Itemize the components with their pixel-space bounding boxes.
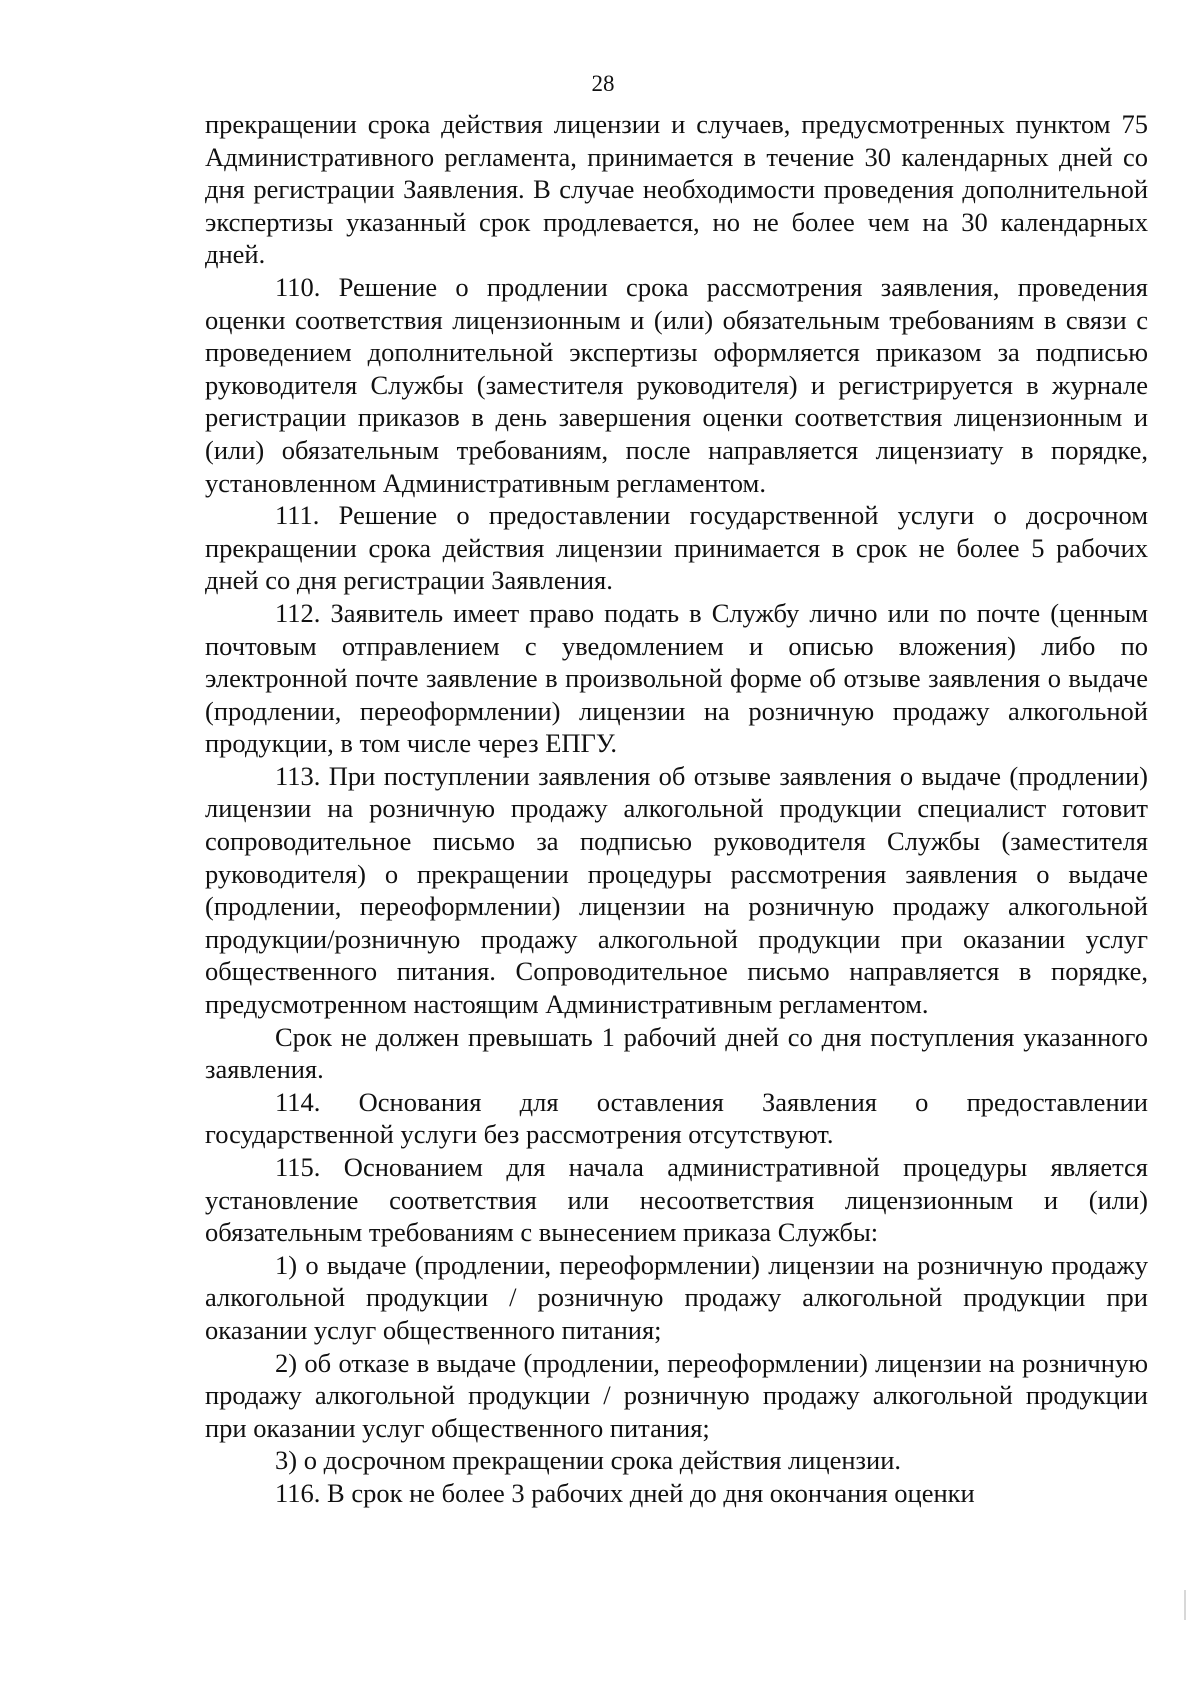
scan-artifact <box>1184 1590 1186 1620</box>
paragraph: прекращении срока действия лицензии и случаев, предусмотренных пунктом 75 Административного регламента, принимается в течение 30 календарных дней со дня регистрации Заявления. В случае необходимости проведения дополнительной экспертизы указанный срок продлевается, но не более чем на 30 календарных дней. <box>205 109 1148 270</box>
page-number: 28 <box>591 71 615 96</box>
paragraph: Срок не должен превышать 1 рабочий дней со дня поступления указанного заявления. <box>205 1021 1148 1085</box>
list-item: 1) о выдаче (продлении, переоформлении) лицензии на розничную продажу алкогольной продукции / розничную продажу алкогольной продукции при оказании услуг общественного питания; <box>205 1249 1148 1345</box>
paragraph: 114. Основания для оставления Заявления о предоставлении государственной услуги без рассмотрения отсутствуют. <box>205 1086 1148 1150</box>
paragraph: 115. Основанием для начала административной процедуры является установление соответствия или несоответствия лицензионным и (или) обязательным требованиям с вынесением приказа Службы: <box>205 1152 1148 1248</box>
body-text <box>205 108 1148 1510</box>
list-item: 3) о досрочном прекращении срока действия лицензии. <box>275 1445 901 1476</box>
paragraph: 110. Решение о продлении срока рассмотрения заявления, проведения оценки соответствия лицензионным и (или) обязательным требованиям в связи с проведением дополнительной экспертизы оформляется приказом за подписью руководителя Службы (заместителя руководителя) и регистрируется в журнале регистрации приказов в день завершения оценки соответствия лицензионным и (или) обязательным требованиям, после направляется лицензиату в порядке, установленном Административным регламентом. <box>205 271 1148 498</box>
paragraph: 116. В срок не более 3 рабочих дней до дня окончания оценки <box>275 1477 975 1508</box>
paragraph: 113. При поступлении заявления об отзыве заявления о выдаче (продлении) лицензии на розничную продажу алкогольной продукции специалист готовит сопроводительное письмо за подписью руководителя Службы (заместителя руководителя) о прекращении процедуры рассмотрения заявления о выдаче (продлении, переоформлении) лицензии на розничную продажу алкогольной продукции/розничную продажу алкогольной продукции при оказании услуг общественного питания. Сопроводительное письмо направляется в порядке, предусмотренном настоящим Административным регламентом. <box>205 760 1148 1020</box>
paragraph: 112. Заявитель имеет право подать в Службу лично или по почте (ценным почтовым отправлением с уведомлением и описью вложения) либо по электронной почте заявление в произвольной форме об отзыве заявления о выдаче (продлении, переоформлении) лицензии на розничную продажу алкогольной продукции, в том числе через ЕПГУ. <box>205 597 1148 759</box>
list-item: 2) об отказе в выдаче (продлении, переоформлении) лицензии на розничную продажу алкогольной продукции / розничную продажу алкогольной продукции при оказании услуг общественного питания; <box>205 1347 1148 1443</box>
paragraph: 111. Решение о предоставлении государственной услуги о досрочном прекращении срока действия лицензии принимается в срок не более 5 рабочих дней со дня регистрации Заявления. <box>205 500 1148 596</box>
